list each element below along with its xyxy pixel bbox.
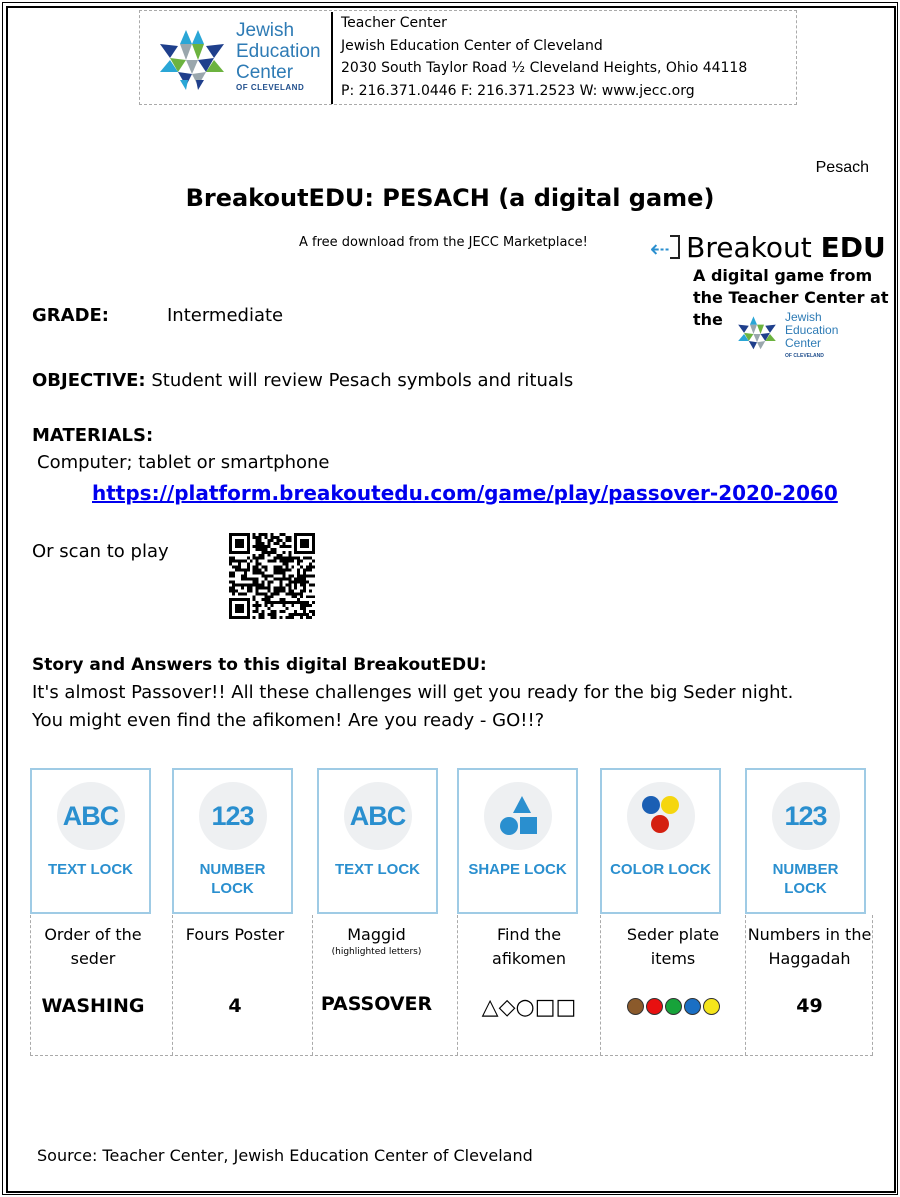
materials-label: MATERIALS: xyxy=(32,425,154,446)
subtitle: A free download from the JECC Marketplace! xyxy=(299,235,588,250)
square-shape-icon: □ xyxy=(534,995,556,1020)
address-line: Teacher Center xyxy=(341,15,447,31)
circle-shape-icon: ○ xyxy=(515,995,535,1020)
color-dot xyxy=(703,998,720,1015)
story-line-1: It's almost Passover!! All these challenges will get you ready for the big Seder night. xyxy=(32,682,794,703)
logo-line: Jewish xyxy=(785,310,822,324)
triangle-shape-icon: △ xyxy=(481,995,499,1020)
color-dot xyxy=(627,998,644,1015)
lock-label: NUMBER LOCK xyxy=(199,861,266,897)
answer-cell xyxy=(30,915,155,1055)
logo-line: OF CLEVELAND xyxy=(785,353,824,359)
logo-line: Education xyxy=(785,323,839,337)
jecc-logo-text xyxy=(236,20,321,92)
shape-answer xyxy=(458,995,600,1020)
brand-regular: Breakout xyxy=(686,231,821,264)
scan-label: Or scan to play xyxy=(32,541,169,562)
objective-label: OBJECTIVE: xyxy=(32,370,146,391)
clue: Numbers in the Haggadah xyxy=(747,925,872,968)
qr-code[interactable] xyxy=(229,533,315,619)
story-line-2: You might even find the afikomen! Are you ready - GO!!? xyxy=(32,710,545,731)
logo-line: Center xyxy=(236,62,294,83)
objective xyxy=(32,370,573,391)
logo-line: Center xyxy=(785,336,822,350)
shape-lock-card xyxy=(457,768,578,914)
answer-cell xyxy=(172,915,297,1055)
header-divider xyxy=(331,12,333,104)
address-line: Jewish Education Center of Cleveland xyxy=(341,37,603,54)
logo-line: Jewish xyxy=(236,20,295,41)
answer: 4 xyxy=(228,995,242,1017)
badge-line: the xyxy=(693,310,723,329)
lock-label: TEXT LOCK xyxy=(335,861,420,878)
clue: Seder plate items xyxy=(626,925,720,968)
answer: 49 xyxy=(796,995,823,1017)
game-link[interactable]: https://platform.breakoutedu.com/game/play/passover-2020-2060 xyxy=(92,481,838,505)
answer-cell xyxy=(312,915,440,1055)
clue: Maggid xyxy=(347,925,406,944)
address-line: P: 216.371.0446 F: 216.371.2523 W: www.jecc.org xyxy=(341,82,695,99)
lock-label: NUMBER LOCK xyxy=(772,861,839,897)
objective-value: Student will review Pesach symbols and rituals xyxy=(145,370,574,391)
square-shape-icon: □ xyxy=(555,995,577,1020)
number-123-icon: 123 xyxy=(772,782,840,850)
lock-label: COLOR LOCK xyxy=(610,861,711,878)
logo-line: OF CLEVELAND xyxy=(236,83,305,92)
clue: Find the afikomen xyxy=(492,925,566,968)
lock-label: TEXT LOCK xyxy=(48,861,133,878)
number-lock-card xyxy=(745,768,866,914)
exit-arrow-icon: ⇠ xyxy=(650,235,671,263)
text-lock-card xyxy=(317,768,438,914)
logo-line: Education xyxy=(236,41,321,62)
answer-cell xyxy=(457,915,600,1055)
source-note: Source: Teacher Center, Jewish Education Center of Cleveland xyxy=(37,1146,533,1165)
abc-icon: ABC xyxy=(344,782,412,850)
lock-label: SHAPE LOCK xyxy=(468,861,567,878)
topic-tag: Pesach xyxy=(815,159,869,176)
address-line: 2030 South Taylor Road ½ Cleveland Heights, Ohio 44118 xyxy=(341,60,748,76)
answer-cell xyxy=(745,915,873,1055)
abc-icon: ABC xyxy=(57,782,125,850)
color-dot xyxy=(646,998,663,1015)
color-dot xyxy=(665,998,682,1015)
color-lock-card xyxy=(600,768,721,914)
brand-bold: EDU xyxy=(820,231,886,264)
answer: WASHING xyxy=(41,995,145,1017)
small-logo-text xyxy=(785,311,838,363)
materials-value: Computer; tablet or smartphone xyxy=(37,452,330,473)
shapes-icon xyxy=(484,782,552,850)
color-dot xyxy=(684,998,701,1015)
jecc-star-logo-small-icon xyxy=(737,312,777,356)
answer: PASSOVER xyxy=(320,993,433,1015)
badge-line: A digital game from xyxy=(693,266,873,285)
door-icon xyxy=(670,235,680,259)
grade-value: Intermediate xyxy=(167,305,284,326)
answer-cell xyxy=(600,915,745,1055)
grade-label: GRADE: xyxy=(32,305,110,326)
badge-line: the Teacher Center at xyxy=(693,288,889,307)
story-heading: Story and Answers to this digital BreakoutEDU: xyxy=(32,655,487,675)
clue: Fours Poster xyxy=(185,925,285,944)
clue: Order of the seder xyxy=(44,925,142,968)
table-bottom-border xyxy=(30,1055,873,1056)
jecc-star-logo-icon xyxy=(158,28,226,92)
text-lock-card xyxy=(30,768,151,914)
page-title: BreakoutEDU: PESACH (a digital game) xyxy=(185,184,715,212)
diamond-shape-icon: ◇ xyxy=(498,995,516,1020)
color-answer xyxy=(601,995,745,1017)
clue-note: (highlighted letters) xyxy=(331,947,422,957)
address-block xyxy=(341,12,747,102)
color-dots-icon xyxy=(627,782,695,850)
number-123-icon: 123 xyxy=(199,782,267,850)
number-lock-card xyxy=(172,768,293,914)
